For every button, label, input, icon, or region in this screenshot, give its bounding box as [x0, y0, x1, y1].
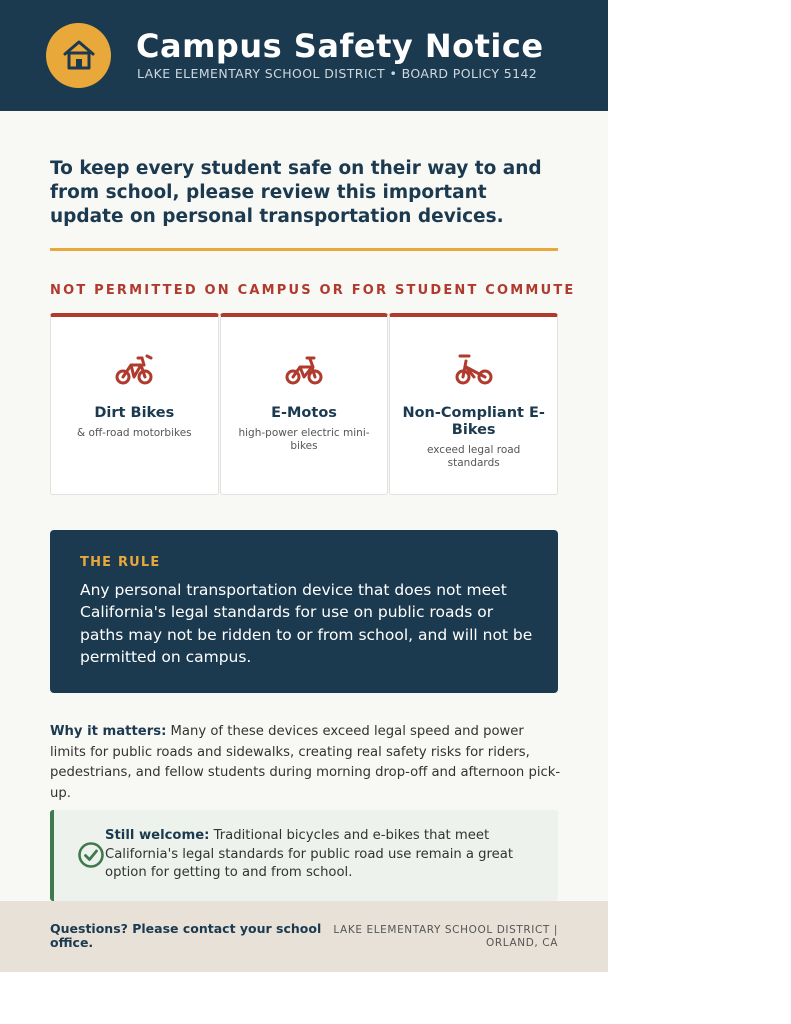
divider	[50, 248, 558, 251]
still-welcome-box	[50, 810, 558, 901]
e-moto-icon	[284, 353, 324, 387]
page-subtitle: LAKE ELEMENTARY SCHOOL DISTRICT • BOARD POLICY 5142	[137, 66, 538, 81]
welcome-text	[105, 827, 535, 883]
welcome-label: Still welcome:	[105, 828, 210, 843]
dirt-bike-icon	[114, 353, 154, 387]
why-it-matters	[50, 722, 562, 804]
card-title: E-Motos	[271, 405, 337, 421]
card-subtitle: high-power electric mini-bikes	[238, 427, 370, 452]
card-subtitle: exceed legal road standards	[427, 444, 521, 469]
footer-org: LAKE ELEMENTARY SCHOOL DISTRICT | ORLAND, CA	[333, 924, 558, 949]
device-cards	[50, 313, 558, 495]
header-badge	[46, 23, 111, 88]
rule-box	[50, 530, 558, 693]
card-subtitle: & off-road motorbikes	[77, 427, 192, 439]
house-icon	[61, 37, 97, 73]
rule-text: Any personal transportation device that does not meet California's legal standards for use on public roads or paths may not be ridden to or from school, and will not be permitted on campus.	[80, 581, 533, 666]
card-title: Non-Compliant E-Bikes	[402, 405, 545, 438]
card-title: Dirt Bikes	[94, 405, 175, 421]
page-title: Campus Safety Notice	[136, 27, 544, 65]
card-dirt-bikes	[50, 313, 219, 495]
welcome-body: Traditional bicycles and e-bikes that meet California's legal standards for public road use remain a great option for getting to and from school.	[105, 828, 514, 880]
intro-text: To keep every student safe on their way to and from school, please review this important update on personal transportation devices.	[50, 158, 542, 227]
e-bike-icon	[454, 353, 494, 387]
not-permitted-heading: NOT PERMITTED ON CAMPUS OR FOR STUDENT COMMUTE	[50, 283, 576, 298]
card-e-bikes	[389, 313, 558, 495]
header-banner	[0, 0, 608, 111]
why-label: Why it matters:	[50, 724, 167, 739]
why-text: Many of these devices exceed legal speed and power limits for public roads and sidewalks, creating real safety risks for riders, pedestrians, and fellow students during morning drop-off and afternoon pick-up.	[50, 724, 561, 801]
check-circle-icon	[77, 841, 105, 869]
rule-label: THE RULE	[80, 555, 161, 570]
footer	[0, 901, 608, 972]
card-e-motos	[220, 313, 389, 495]
footer-question: Questions? Please contact your school office.	[50, 921, 322, 950]
